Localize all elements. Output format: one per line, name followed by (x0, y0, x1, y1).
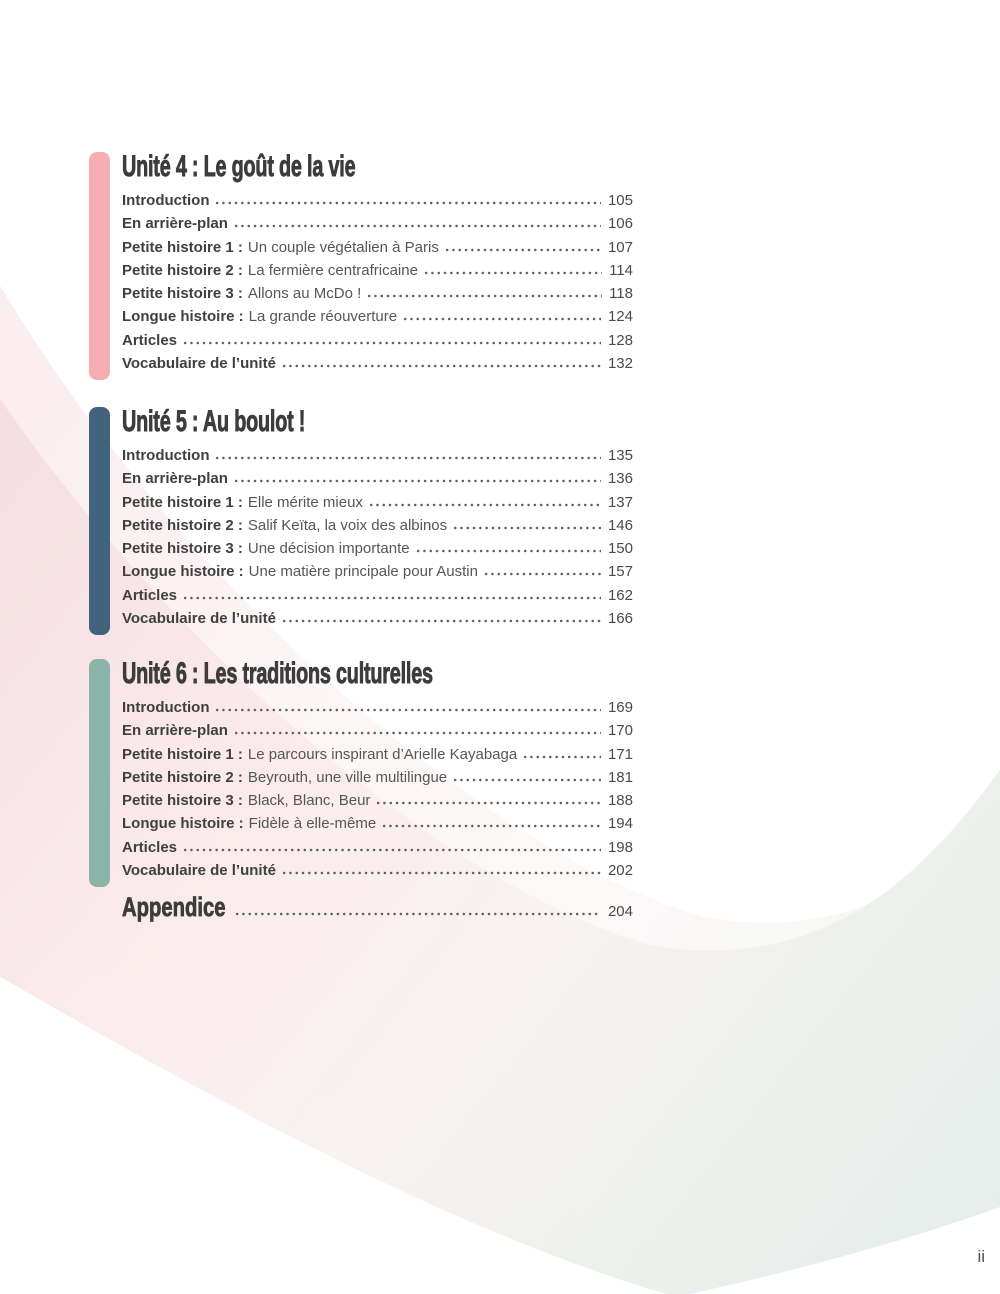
entry-label: Vocabulaire de l’unité (122, 355, 276, 373)
unit-6-color-bar (89, 659, 110, 887)
entry-page-number: 157 (607, 563, 633, 581)
dot-leader (522, 755, 601, 759)
dot-leader (375, 801, 601, 805)
entry-label: Vocabulaire de l’unité (122, 610, 276, 628)
unit-4-title: Unité 4 : Le goût de la vie (122, 150, 356, 183)
entry-page-number: 202 (607, 862, 633, 880)
entry-label: Petite histoire 2 : (122, 261, 243, 279)
dot-leader (368, 503, 601, 507)
entry-page-number: 118 (609, 285, 633, 303)
dot-leader (402, 317, 601, 321)
toc-entry (122, 610, 633, 633)
toc-entry (122, 722, 633, 745)
dot-leader (444, 248, 601, 252)
appendix-title: Appendice (122, 892, 226, 922)
dot-leader (281, 364, 601, 368)
entry-title: Le parcours inspirant d’Arielle Kayabaga (247, 745, 518, 763)
entry-label: Petite histoire 3 : (122, 540, 243, 558)
toc-entry (122, 815, 633, 838)
toc-entry (122, 839, 633, 862)
toc-entry (122, 262, 633, 285)
entry-label: Longue histoire : (122, 563, 244, 581)
entry-page-number: 162 (607, 586, 633, 604)
entry-page-number: 188 (607, 792, 633, 810)
toc-entry (122, 494, 633, 517)
dot-leader (234, 912, 601, 916)
toc-entry (122, 308, 633, 331)
entry-label: Articles (122, 838, 178, 856)
toc-entry (122, 699, 633, 722)
entry-label: Petite histoire 1 : (122, 745, 243, 763)
entry-page-number: 135 (607, 447, 633, 464)
entry-label: Petite histoire 1 : (122, 238, 243, 256)
toc-entry (122, 563, 633, 586)
entry-page-number: 171 (607, 745, 633, 763)
toc-entry (122, 470, 633, 493)
dot-leader (381, 824, 601, 828)
dot-leader (423, 271, 602, 275)
toc-entry (122, 769, 633, 792)
entry-title: La fermière centrafricaine (247, 261, 418, 279)
dot-leader (452, 526, 601, 530)
entry-title: Salif Keïta, la voix des albinos (247, 516, 448, 534)
entry-page-number: 136 (607, 470, 633, 488)
entry-label: En arrière-plan (122, 722, 228, 740)
entry-page-number: 137 (607, 493, 633, 511)
entry-page-number: 204 (607, 903, 633, 920)
entry-title: La grande réouverture (248, 308, 398, 326)
unit-4-section (122, 152, 633, 378)
dot-leader (452, 778, 601, 782)
entry-page-number: 150 (607, 540, 633, 558)
entry-label: Longue histoire : (122, 815, 244, 833)
entry-page-number: 194 (607, 815, 633, 833)
entry-label: Longue histoire : (122, 308, 244, 326)
toc-entry (122, 239, 633, 262)
toc-entry (122, 332, 633, 355)
unit-6-entries (122, 699, 633, 885)
entry-title: Un couple végétalien à Paris (247, 238, 439, 256)
dot-leader (214, 708, 600, 712)
toc-entry (122, 746, 633, 769)
dot-leader (214, 456, 600, 460)
unit-4-color-bar (89, 152, 110, 380)
entry-page-number: 124 (607, 308, 633, 326)
entry-title: Black, Blanc, Beur (247, 792, 371, 810)
toc-entry (122, 517, 633, 540)
entry-title: Allons au McDo ! (247, 285, 362, 303)
entry-page-number: 114 (609, 261, 633, 279)
entry-page-number: 106 (607, 215, 633, 233)
toc-entry (122, 447, 633, 470)
dot-leader (281, 619, 601, 623)
dot-leader (233, 479, 601, 483)
dot-leader (483, 572, 601, 576)
unit-5-section (122, 407, 633, 633)
entry-label: En arrière-plan (122, 215, 228, 233)
dot-leader (182, 596, 601, 600)
toc-entry (122, 215, 633, 238)
entry-title: Une matière principale pour Austin (248, 563, 478, 581)
toc-entry (122, 587, 633, 610)
toc-entry (122, 540, 633, 563)
entry-label: Petite histoire 2 : (122, 516, 243, 534)
dot-leader (366, 294, 602, 298)
entry-label: Petite histoire 1 : (122, 493, 243, 511)
dot-leader (182, 848, 601, 852)
entry-label: Introduction (122, 699, 210, 716)
entry-label: Introduction (122, 447, 210, 464)
unit-6-section (122, 659, 633, 885)
entry-label: En arrière-plan (122, 470, 228, 488)
entry-page-number: 132 (607, 355, 633, 373)
entry-label: Introduction (122, 192, 210, 209)
entry-label: Petite histoire 2 : (122, 768, 243, 786)
entry-page-number: 170 (607, 722, 633, 740)
entry-page-number: 181 (607, 768, 633, 786)
dot-leader (415, 549, 601, 553)
entry-page-number: 166 (607, 610, 633, 628)
entry-label: Articles (122, 331, 178, 349)
entry-label: Vocabulaire de l’unité (122, 862, 276, 880)
dot-leader (281, 871, 601, 875)
entry-page-number: 198 (607, 838, 633, 856)
entry-label: Petite histoire 3 : (122, 285, 243, 303)
entry-label: Petite histoire 3 : (122, 792, 243, 810)
toc-entry (122, 192, 633, 215)
entry-page-number: 146 (607, 516, 633, 534)
entry-label: Articles (122, 586, 178, 604)
entry-title: Beyrouth, une ville multilingue (247, 768, 448, 786)
dot-leader (233, 731, 601, 735)
entry-title: Une décision importante (247, 540, 410, 558)
unit-5-entries (122, 447, 633, 633)
entry-title: Fidèle à elle-même (248, 815, 377, 833)
dot-leader (214, 201, 600, 205)
toc-entry (122, 792, 633, 815)
entry-title: Elle mérite mieux (247, 493, 363, 511)
entry-page-number: 169 (607, 699, 633, 716)
entry-page-number: 105 (607, 192, 633, 209)
dot-leader (182, 341, 601, 345)
unit-5-title: Unité 5 : Au boulot ! (122, 405, 306, 438)
toc-entry (122, 355, 633, 378)
unit-5-color-bar (89, 407, 110, 635)
appendix-entry (122, 894, 633, 921)
entry-page-number: 107 (607, 238, 633, 256)
entry-page-number: 128 (607, 331, 633, 349)
toc-entry (122, 285, 633, 308)
dot-leader (233, 224, 601, 228)
unit-6-title: Unité 6 : Les traditions culturelles (122, 657, 433, 690)
unit-4-entries (122, 192, 633, 378)
page-folio-number: ii (977, 1247, 985, 1266)
toc-entry (122, 862, 633, 885)
